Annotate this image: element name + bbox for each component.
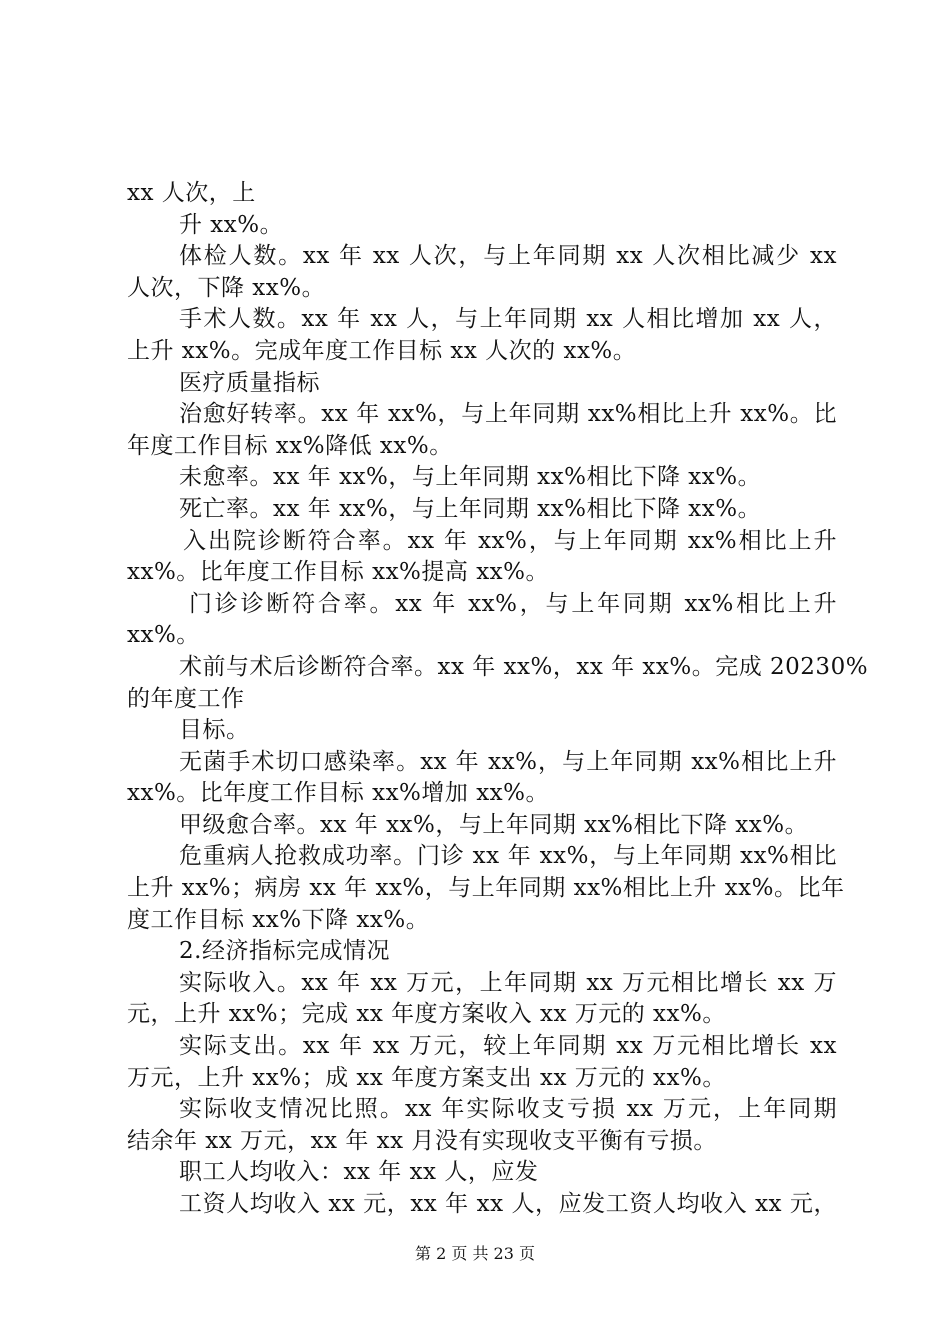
text-line: 职工人均收入：xx 年 xx 人，应发 [179, 1159, 539, 1186]
text-line: 实际收支情况比照。xx 年实际收支亏损 xx 万元，上年同期 [179, 1096, 837, 1123]
section-heading: 医疗质量指标 [179, 369, 320, 396]
text-line: 入出院诊断符合率。xx 年 xx%，与上年同期 xx%相比上升 [183, 527, 837, 554]
page-footer [0, 1243, 950, 1265]
text-line: xx%。比年度工作目标 xx%增加 xx%。 [127, 780, 550, 807]
text-line: 术前与术后诊断符合率。xx 年 xx%，xx 年 xx%。完成 20230% [179, 653, 869, 680]
text-line: 手术人数。xx 年 xx 人，与上年同期 xx 人相比增加 xx 人， [179, 306, 837, 333]
page-number-label: 第 2 页 共 23 页 [415, 1244, 535, 1263]
text-line: 未愈率。xx 年 xx%，与上年同期 xx%相比下降 xx%。 [179, 464, 762, 491]
text-line: 实际收入。xx 年 xx 万元，上年同期 xx 万元相比增长 xx 万 [179, 969, 837, 996]
text-line: 年度工作目标 xx%降低 xx%。 [127, 432, 453, 459]
text-line: 体检人数。xx 年 xx 人次，与上年同期 xx 人次相比减少 xx [179, 243, 837, 270]
text-line: xx 人次，上 [127, 180, 256, 206]
text-line: xx%。比年度工作目标 xx%提高 xx%。 [127, 559, 550, 586]
text-line: 门诊诊断符合率。xx 年 xx%，与上年同期 xx%相比上升 [189, 590, 837, 617]
text-line: 死亡率。xx 年 xx%，与上年同期 xx%相比下降 xx%。 [179, 495, 762, 522]
text-line: 结余年 xx 万元，xx 年 xx 月没有实现收支平衡有亏损。 [127, 1127, 717, 1154]
text-line: 升 xx%。 [179, 211, 284, 238]
body-text [127, 178, 869, 1221]
text-line: 万元，上升 xx%；成 xx 年度方案支出 xx 万元的 xx%。 [127, 1064, 726, 1091]
text-line: 上升 xx%；病房 xx 年 xx%，与上年同期 xx%相比上升 xx%。比年 [127, 875, 845, 902]
text-line: 上升 xx%。完成年度工作目标 xx 人次的 xx%。 [127, 337, 637, 364]
text-line: 实际支出。xx 年 xx 万元，较上年同期 xx 万元相比增长 xx [179, 1033, 837, 1060]
section-heading: 2.经济指标完成情况 [179, 938, 390, 965]
text-line: 度工作目标 xx%下降 xx%。 [127, 906, 430, 933]
text-line: 无菌手术切口感染率。xx 年 xx%，与上年同期 xx%相比上升 [179, 748, 837, 775]
text-line: 人次，下降 xx%。 [127, 274, 326, 301]
text-line: 工资人均收入 xx 元，xx 年 xx 人，应发工资人均收入 xx 元， [179, 1191, 837, 1217]
text-line: 治愈好转率。xx 年 xx%，与上年同期 xx%相比上升 xx%。比 [179, 401, 837, 428]
text-line: 甲级愈合率。xx 年 xx%，与上年同期 xx%相比下降 xx%。 [179, 811, 809, 838]
text-line: xx%。 [127, 622, 200, 649]
text-line: 的年度工作 [127, 685, 245, 712]
text-line: 危重病人抢救成功率。门诊 xx 年 xx%，与上年同期 xx%相比 [179, 843, 837, 870]
text-line: 目标。 [179, 717, 250, 744]
text-line: 元，上升 xx%；完成 xx 年度方案收入 xx 万元的 xx%。 [127, 1001, 726, 1028]
